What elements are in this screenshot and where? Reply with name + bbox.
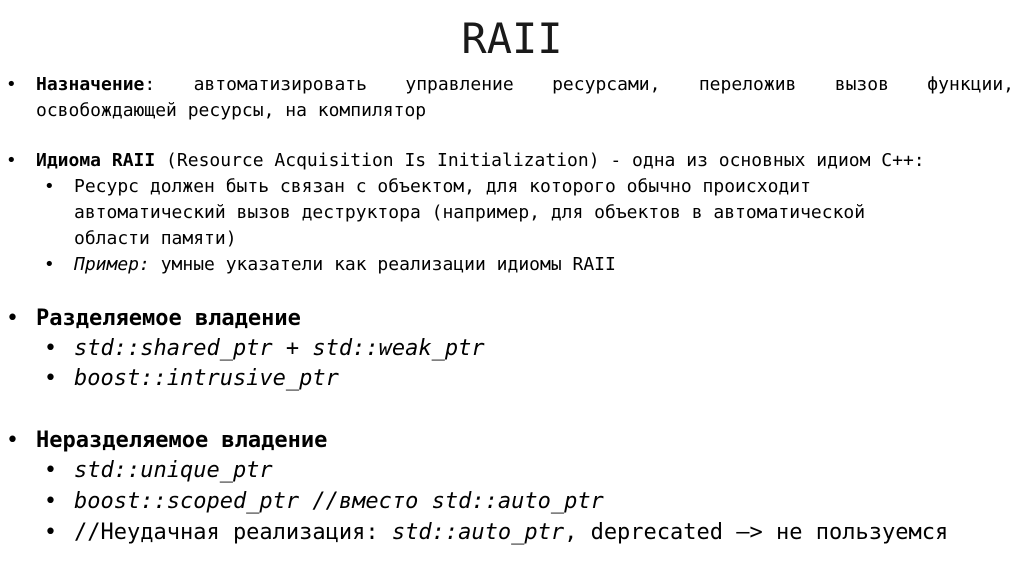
bullet-dot: • [44, 489, 57, 514]
example-text: умные указатели как реализации идиомы RAII [149, 254, 616, 275]
example-label: Пример: [74, 254, 150, 275]
unique-item-1: std::unique_ptr [74, 458, 273, 483]
bullet-dot: • [44, 336, 57, 361]
idiom-example-line [74, 252, 616, 278]
idiom-text: (Resource Acquisition Is Initialization) - одна из основных идиом C++: [155, 150, 925, 171]
bullet-dot: • [44, 458, 57, 483]
bullet-dot: • [44, 254, 55, 275]
unique-item-3-code: std::auto_ptr [391, 520, 565, 545]
unique-item-2: boost::scoped_ptr //вместо std::auto_ptr [74, 489, 604, 514]
idiom-line [36, 148, 925, 174]
bullet-dot: • [6, 74, 17, 95]
purpose-colon: : [144, 74, 156, 95]
shared-item-1: std::shared_ptr + std::weak_ptr [74, 336, 485, 361]
bullet-dot: • [44, 176, 55, 197]
unique-item-3-suffix: , deprecated –> не пользуемся [564, 520, 949, 545]
purpose-line-2: освобождающей ресурсы, на компилятор [36, 100, 427, 121]
unique-item-3 [74, 518, 948, 548]
unique-item-3-prefix: //Неудачная реализация: [74, 520, 392, 545]
purpose-term: Назначение [36, 74, 145, 95]
slide-title: RAII [461, 14, 563, 63]
bullet-dot: • [6, 150, 17, 171]
bullet-dot: • [44, 520, 57, 545]
bullet-dot: • [44, 366, 57, 391]
shared-item-2: boost::intrusive_ptr [74, 366, 339, 391]
purpose-text-1: автоматизировать управление ресурсами, переложив вызов функции, [155, 74, 1014, 95]
shared-heading: Разделяемое владение [36, 306, 301, 331]
purpose-line-1 [36, 72, 1014, 98]
unique-heading: Неразделяемое владение [36, 428, 328, 453]
idiom-term: Идиома RAII [36, 150, 156, 171]
bullet-dot: • [6, 428, 19, 453]
idiom-sub1-line-3: области памяти) [74, 228, 237, 249]
bullet-dot: • [6, 306, 19, 331]
idiom-sub1-line-1: Ресурс должен быть связан с объектом, для которого обычно происходит [74, 176, 811, 197]
idiom-sub1-line-2: автоматический вызов деструктора (например, для объектов в автоматической [74, 202, 866, 223]
